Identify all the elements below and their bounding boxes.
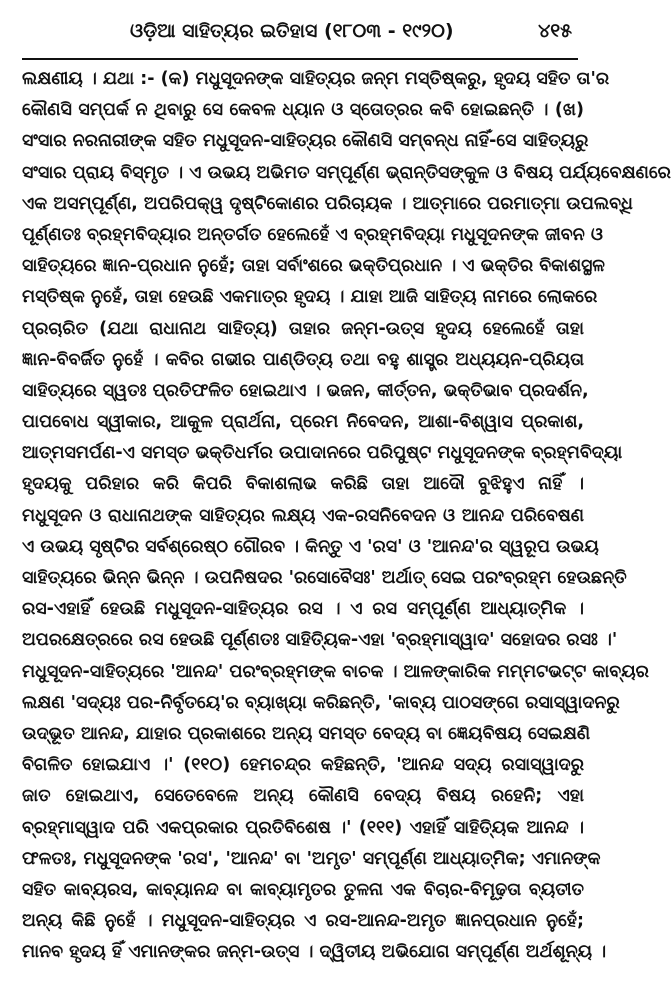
text-line: ଜ୍ଞାନ-ବିବର୍ଜିତ ନୁହେଁ । କବିର ଗଭୀର ପାଣ୍ଡିତ୍ୟ ତଥା ବହୁ ଶାସ୍ତ୍ର ଅଧ୍ୟୟନ-ପ୍ରିୟତା bbox=[22, 349, 584, 370]
text-line: ବିଗଳିତ ହୋଇଯାଏ ।' (୧୧୦) ହେମଚନ୍ଦ୍ର କହିଛନ୍ତି, 'ଆନନ୍ଦ ସଦ୍ୟ ରସାସ୍ୱାଦରୁ bbox=[22, 755, 584, 776]
text-line: ଲକ୍ଷଣ 'ସଦ୍ୟଃ ପର-ନିର୍ବୃତୟେ'ର ବ୍ୟାଖ୍ୟା କରିଛନ୍ତି, 'କାବ୍ୟ ପାଠସଙ୍ଗେ ରସାସ୍ୱାଦନରୁ bbox=[22, 692, 620, 713]
text-line: ସାହିତ୍ୟରେ ଭିନ୍ନ ଭିନ୍ନ । ଉପନିଷଦର 'ରସୋବୈସଃ' ଅର୍ଥାତ୍ ସେଇ ପରଂବ୍ରହ୍ମ ହେଉଛନ୍ତି bbox=[22, 568, 627, 588]
text-line: ପୂର୍ଣ୍ଣତଃ ବ୍ରହ୍ମବିଦ୍ୟାର ଅନ୍ତର୍ଗତ ହେଲେହେଁ ଏ ବ୍ରହ୍ମବିଦ୍ୟା ମଧୁସୂଦନଙ୍କ ଜୀବନ ଓ bbox=[22, 224, 603, 245]
text-line: ଫଳତଃ, ମଧୁସୂଦନଙ୍କ 'ରସ', 'ଆନନ୍ଦ' ବା 'ଅମୃତ' ସମ୍ପୂର୍ଣ୍ଣ ଆଧ୍ୟାତ୍ମିକ; ଏମାନଙ୍କ bbox=[22, 848, 601, 869]
text-line: ଅନ୍ୟ କିଛି ନୁହେଁ । ମଧୁସୂଦନ-ସାହିତ୍ୟର ଏ ରସ-ଆନନ୍ଦ-ଅମୃତ ଜ୍ଞାନପ୍ରଧାନ ନୁହେଁ; bbox=[22, 911, 584, 932]
text-line: ମାନବ ହୃଦୟ ହିଁ ଏମାନଙ୍କର ଜନ୍ମ-ଉତ୍ସ । ଦ୍ୱିତୀୟ ଅଭିଯୋଗ ସମ୍ପୂର୍ଣ୍ଣ ଅର୍ଥଶୂନ୍ୟ । bbox=[22, 942, 607, 963]
text-line: ବ୍ରହ୍ମାସ୍ୱାଦ ପରି ଏକପ୍ରକାର ପ୍ରତିବିଶେଷ ।' (୧୧୧) ଏହାହିଁ ସାହିତ୍ୟିକ ଆନନ୍ଦ । bbox=[22, 817, 584, 838]
text-line: ପାପବୋଧ ସ୍ୱୀକାର, ଆକୁଳ ପ୍ରାର୍ଥନା, ପ୍ରେମ ନିବେଦନ, ଆଶା-ବିଶ୍ୱାସ ପ୍ରକାଶ, bbox=[22, 412, 584, 433]
body-text bbox=[22, 64, 671, 968]
text-line: ଏ ଉଭୟ ସୃଷ୍ଟିର ସର୍ବଶ୍ରେଷ୍ଠ ଗୌରବ । କିନ୍ତୁ ଏ 'ରସ' ଓ 'ଆନନ୍ଦ'ର ସ୍ୱରୂପ ଉଭୟ bbox=[22, 536, 599, 557]
text-line: ଏକ ଅସମ୍ପୂର୍ଣ୍ଣ, ଅପରିପକ୍ୱ ଦୃଷ୍ଟିକୋଣର ପରିଚାୟକ । ଆତ୍ମାରେ ପରମାତ୍ମା ଉପଲବ୍ଧି bbox=[22, 193, 633, 214]
text-line: ଉଦ୍‌ଭୂତ ଆନନ୍ଦ, ଯାହାର ପ୍ରକାଶରେ ଅନ୍ୟ ସମସ୍ତ ବେଦ୍ୟ ବା ଜ୍ଞେୟବିଷୟ ସେଇକ୍ଷଣି bbox=[22, 723, 591, 744]
text-line: ମଧୁସୂଦନ ଓ ରାଧାନାଥଙ୍କ ସାହିତ୍ୟର ଲକ୍ଷ୍ୟ ଏକ-ରସନିବେଦନ ଓ ଆନନ୍ଦ ପରିବେଷଣ bbox=[22, 505, 584, 526]
text-line: ସହିତ କାବ୍ୟରସ, କାବ୍ୟାନନ୍ଦ ବା କାବ୍ୟାମୃତର ତୁଳନା ଏକ ବିଚାର-ବିମୂଢ଼ତା ବ୍ୟତୀତ bbox=[22, 879, 584, 900]
text-line: ଲକ୍ଷଣୀୟ । ଯଥା :- (କ) ମଧୁସୂଦନଙ୍କ ସାହିତ୍ୟର ଜନ୍ମ ମସ୍ତିଷ୍କରୁ, ହୃଦୟ ସହିତ ତା'ର bbox=[22, 69, 610, 89]
text-line: ପ୍ରଚାରିତ (ଯଥା ରାଧାନାଥ ସାହିତ୍ୟ) ତାହାର ଜନ୍ମ-ଉତ୍ସ ହୃଦୟ ହେଲେହେଁ ତାହା bbox=[22, 318, 584, 339]
text-line: ସଂସାର ନରନାରୀଙ୍କ ସହିତ ମଧୁସୂଦନ-ସାହିତ୍ୟର କୌଣସି ସମ୍ବନ୍ଧ ନାହିଁ-ସେ ସାହିତ୍ୟରୁ bbox=[22, 131, 589, 152]
running-head bbox=[22, 8, 578, 48]
text-line: କୌଣସି ସମ୍ପର୍କ ନ ଥିବାରୁ ସେ କେବଳ ଧ୍ୟାନ ଓ ସ୍ତୋତ୍ରର କବି ହୋଇଛନ୍ତି । (ଖ) bbox=[22, 100, 584, 121]
text-line: ରସ-ଏହାହିଁ ହେଉଛି ମଧୁସୂଦନ-ସାହିତ୍ୟର ରସ । ଏ ରସ ସମ୍ପୂର୍ଣ୍ଣ ଆଧ୍ୟାତ୍ମିକ । bbox=[22, 599, 584, 620]
text-line: ହୃଦୟକୁ ପରିହାର କରି କିପରି ବିକାଶଲାଭ କରିଛି ତାହା ଆଦୌ ବୁଝିହୁଏ ନାହିଁ । bbox=[22, 474, 584, 495]
text-line: ସାହିତ୍ୟରେ ସ୍ୱତଃ ପ୍ରତିଫଳିତ ହୋଇଥାଏ । ଭଜନ, କୀର୍ତ୍ତନ, ଭକ୍ତିଭାବ ପ୍ରଦର୍ଶନ, bbox=[22, 380, 589, 401]
text-line: ସାହିତ୍ୟରେ ଜ୍ଞାନ-ପ୍ରଧାନ ନୁହେଁ; ତାହା ସର୍ବାଂଶରେ ଭକ୍ତିପ୍ରଧାନ । ଏ ଭକ୍ତିର ବିକାଶସ୍ଥଳ bbox=[22, 256, 605, 277]
page-number: ୪୧୫ bbox=[538, 20, 572, 42]
text-line: ସଂସାର ପ୍ରାୟ ବିସ୍ମୃତ । ଏ ଉଭୟ ଅଭିମତ ସମ୍ପୂର୍ଣ୍ଣ ଭ୍ରାନ୍ତିସଙ୍କୁଳ ଓ ବିଷୟ ପର୍ଯ୍ୟବେକ୍ଷଣରେ bbox=[22, 162, 671, 183]
text-line: ଆତ୍ମସମର୍ପଣ-ଏ ସମସ୍ତ ଭକ୍ତିଧର୍ମର ଉପାଦାନରେ ପରିପୁଷ୍ଟ ମଧୁସୂଦନଙ୍କ ବ୍ରହ୍ମବିଦ୍ୟା bbox=[22, 443, 623, 464]
text-line: ଜାତ ହୋଇଥାଏ, ସେତେବେଳେ ଅନ୍ୟ କୌଣସି ବେଦ୍ୟ ବିଷୟ ରହେନି; ଏହା bbox=[22, 786, 584, 807]
text-line: ମସ୍ତିଷ୍କ ନୁହେଁ, ତାହା ହେଉଛି ଏକମାତ୍ର ହୃଦୟ । ଯାହା ଆଜି ସାହିତ୍ୟ ନାମରେ ଲୋକରେ bbox=[22, 287, 598, 308]
header-title: ଓଡ଼ିଆ ସାହିତ୍ୟର ଇତିହାସ (୧୮୦୩ - ୧୯୨୦) bbox=[130, 20, 454, 42]
text-line: ମଧୁସୂଦନ-ସାହିତ୍ୟରେ 'ଆନନ୍ଦ' ପରଂବ୍ରହ୍ମଙ୍କ ବାଚକ । ଆଳଙ୍କାରିକ ମମ୍ମଟଭଟ୍ଟ କାବ୍ୟର bbox=[22, 661, 649, 682]
text-line: ଅପରକ୍ଷେତ୍ରରେ ରସ ହେଉଛି ପୂର୍ଣ୍ଣତଃ ସାହିତ୍ୟିକ-ଏହା 'ବ୍ରହ୍ମାସ୍ୱାଦ' ସହୋଦର ରସଃ ।' bbox=[22, 630, 618, 651]
header-rule bbox=[22, 58, 578, 60]
